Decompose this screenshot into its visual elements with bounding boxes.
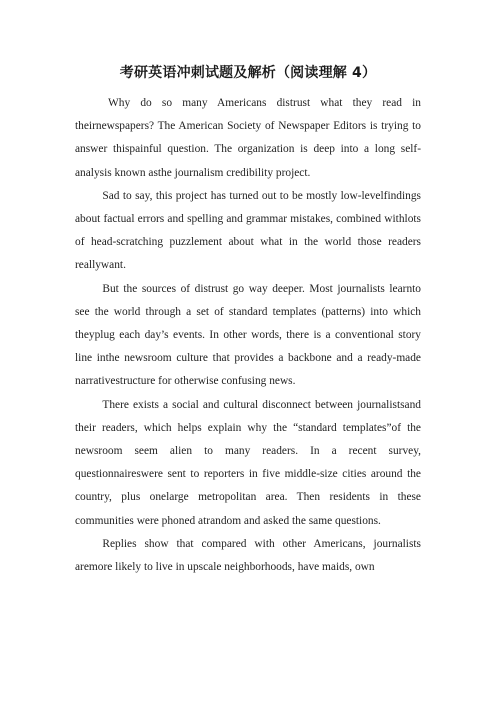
- paragraph-4: There exists a social and cultural disconnect between journalistsand their readers, which helps explain why the “standard templates”of the newsroom seem alien to many readers. In a recent survey, questionnaireswere sent to reporters in five middle-size cities around the country, plus onelarge metropolitan area. Then residents in these communities were phoned atrandom and asked the same questions.: [75, 398, 421, 527]
- paragraph-2: Sad to say, this project has turned out to be mostly low-levelfindings about factual errors and spelling and grammar mistakes, combined withlots of head-scratching puzzlement about what in the world those readers reallywant.: [75, 189, 421, 272]
- paragraph-3: But the sources of distrust go way deeper. Most journalists learnto see the world through a set of standard templates (patterns) into which theyplug each day’s events. In other words, there is a conventional story line inthe newsroom culture that provides a backbone and a ready-made narrativestructure for otherwise confusing news.: [75, 282, 421, 388]
- document-body: [75, 92, 421, 579]
- document-title: 考研英语冲刺试题及解析（阅读理解 4）: [119, 65, 377, 81]
- paragraph-1: Why do so many Americans distrust what they read in theirnewspapers? The American Society of Newspaper Editors is trying to answer thispainful question. The organization is deep into a long self-analysis known asthe journalism credibility project.: [75, 97, 421, 179]
- paragraph-5: Replies show that compared with other Americans, journalists aremore likely to live in upscale neighborhoods, have maids, own: [75, 537, 421, 574]
